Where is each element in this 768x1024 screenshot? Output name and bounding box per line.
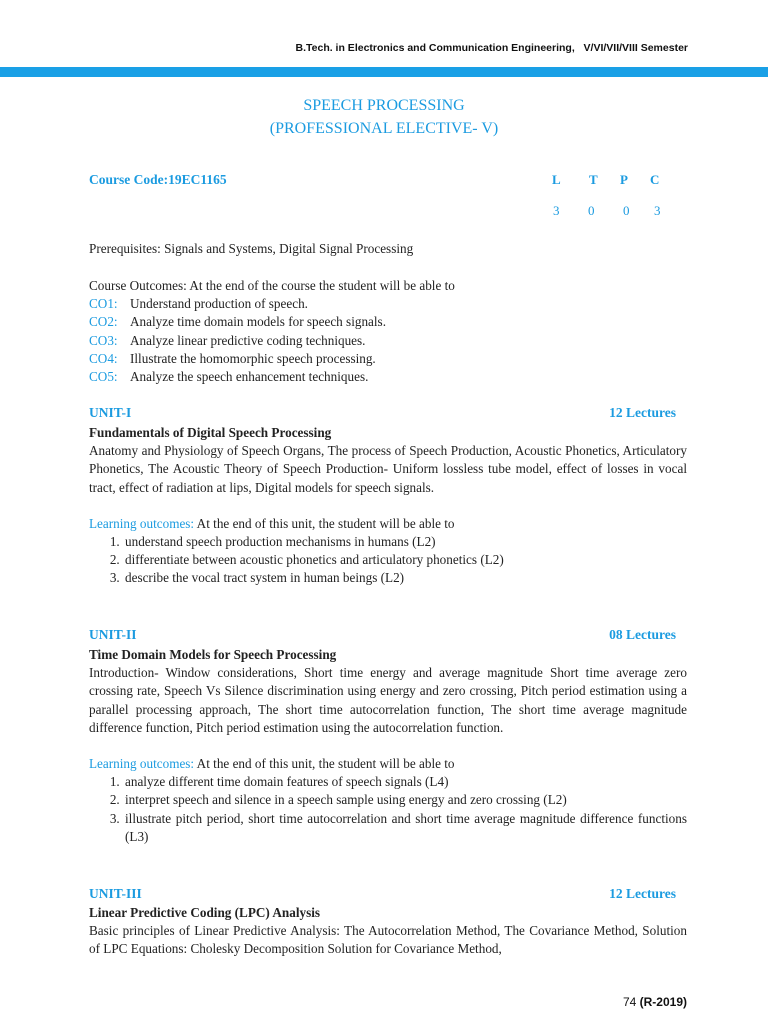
list-item: 2. differentiate between acoustic phonetics and articulatory phonetics (L2) [123,551,687,569]
unit-1-label: UNIT-I [89,405,132,420]
ltpc-header-c: C [650,172,660,187]
co-tag: CO1: [89,296,118,312]
ltpc-header-l: L [552,172,561,187]
list-item: 3. illustrate pitch period, short time autocorrelation and short time average magnitude difference functions (L3) [123,810,687,846]
prerequisites: Prerequisites: Signals and Systems, Digital Signal Processing [89,241,414,256]
course-outcomes [89,277,689,386]
unit-3-lectures: 12 Lectures [609,886,676,901]
ltpc-value-l: 3 [553,203,560,218]
course-outcome-3 [89,332,689,350]
page-number: 74 [622,995,637,1009]
unit-3-label: UNIT-III [89,886,142,901]
ltpc-value-row [0,203,768,223]
course-outcomes-intro: Course Outcomes: At the end of the course the student will be able to [89,278,455,293]
unit-1-body [89,424,687,588]
course-outcome-5 [89,368,689,386]
unit-2-lectures: 08 Lectures [609,627,676,642]
page-footer [0,995,687,1009]
ltpc-header-p: P [620,172,628,187]
unit-1-learning-outcomes-intro [89,515,687,533]
co-text: Illustrate the homomorphic speech processing. [130,350,376,366]
learning-outcomes-label: Learning outcomes: [89,515,195,531]
running-header [0,42,688,54]
co-tag: CO5: [89,369,118,385]
unit-2-label: UNIT-II [89,627,137,642]
course-outcome-1 [89,295,689,313]
co-text: Analyze time domain models for speech signals. [130,314,386,330]
unit-3-topic: Linear Predictive Coding (LPC) Analysis [89,905,321,920]
course-code-label: Course Code: [89,172,169,187]
co-tag: CO4: [89,350,118,366]
list-item: 2. interpret speech and silence in a speech sample using energy and zero crossing (L2) [123,791,687,809]
co-text: Understand production of speech. [130,296,308,312]
co-text: Analyze linear predictive coding techniques. [130,332,366,348]
ltpc-value-c: 3 [654,203,661,218]
list-item: 3. describe the vocal tract system in human beings (L2) [123,569,687,587]
unit-1-outcomes-list [89,533,687,588]
co-text: Analyze the speech enhancement techniques. [130,369,369,385]
unit-1-lectures: 12 Lectures [609,405,676,420]
regulation-label: (R-2019) [639,995,687,1009]
course-outcome-2 [89,313,689,331]
ltpc-value-t: 0 [588,203,595,218]
unit-2-learning-outcomes-intro [89,755,687,773]
unit-2-body [89,646,687,846]
unit-1-topic: Fundamentals of Digital Speech Processing [89,425,332,440]
learning-outcomes-intro-text: At the end of this unit, the student will be able to [194,515,455,531]
unit-2-topic: Time Domain Models for Speech Processing [89,647,337,662]
unit-2-content: Introduction- Window considerations, Short time energy and average magnitude Short time average zero crossing rate, Speech Vs Silence discrimination using energy and zero crossing, Pitch period estimation using a parallel processing approach, The short time autocorrelation function, The short time average magnitude difference function, Pitch period estimation using the autocorrelation function. [89,665,687,735]
course-outcome-4 [89,350,689,368]
semester-label: V/VI/VII/VIII Semester [583,42,688,54]
unit-1-content: Anatomy and Physiology of Speech Organs, The process of Speech Production, Acoustic Phonetics, Articulatory Phonetics, The Acoustic Theory of Speech Production- Uniform lossless tube model, effect of losses in vocal tract, effect of radiation at lips, Digital models for speech signals. [89,443,687,495]
course-subtitle: (PROFESSIONAL ELECTIVE- V) [269,120,499,137]
list-item: 1. understand speech production mechanisms in humans (L2) [123,533,687,551]
course-title: SPEECH PROCESSING [303,97,465,114]
ltpc-value-p: 0 [623,203,630,218]
ltpc-header-t: T [589,172,598,187]
unit-2-outcomes-list [89,773,687,846]
learning-outcomes-label: Learning outcomes: [89,756,195,772]
header-bar [0,67,768,77]
unit-3-content: Basic principles of Linear Predictive Analysis: The Autocorrelation Method, The Covariance Method, Solution of LPC Equations: Cholesky Decomposition Solution for Covariance Method, [89,923,687,957]
co-tag: CO3: [89,332,118,348]
list-item: 1. analyze different time domain features of speech signals (L4) [123,773,687,791]
course-code-value: 19EC1165 [168,172,227,187]
co-tag: CO2: [89,314,118,330]
program-name: B.Tech. in Electronics and Communication Engineering, [295,42,575,54]
learning-outcomes-intro-text: At the end of this unit, the student will be able to [194,756,455,772]
ltpc-header-row [0,172,768,192]
unit-3-body [89,904,687,959]
